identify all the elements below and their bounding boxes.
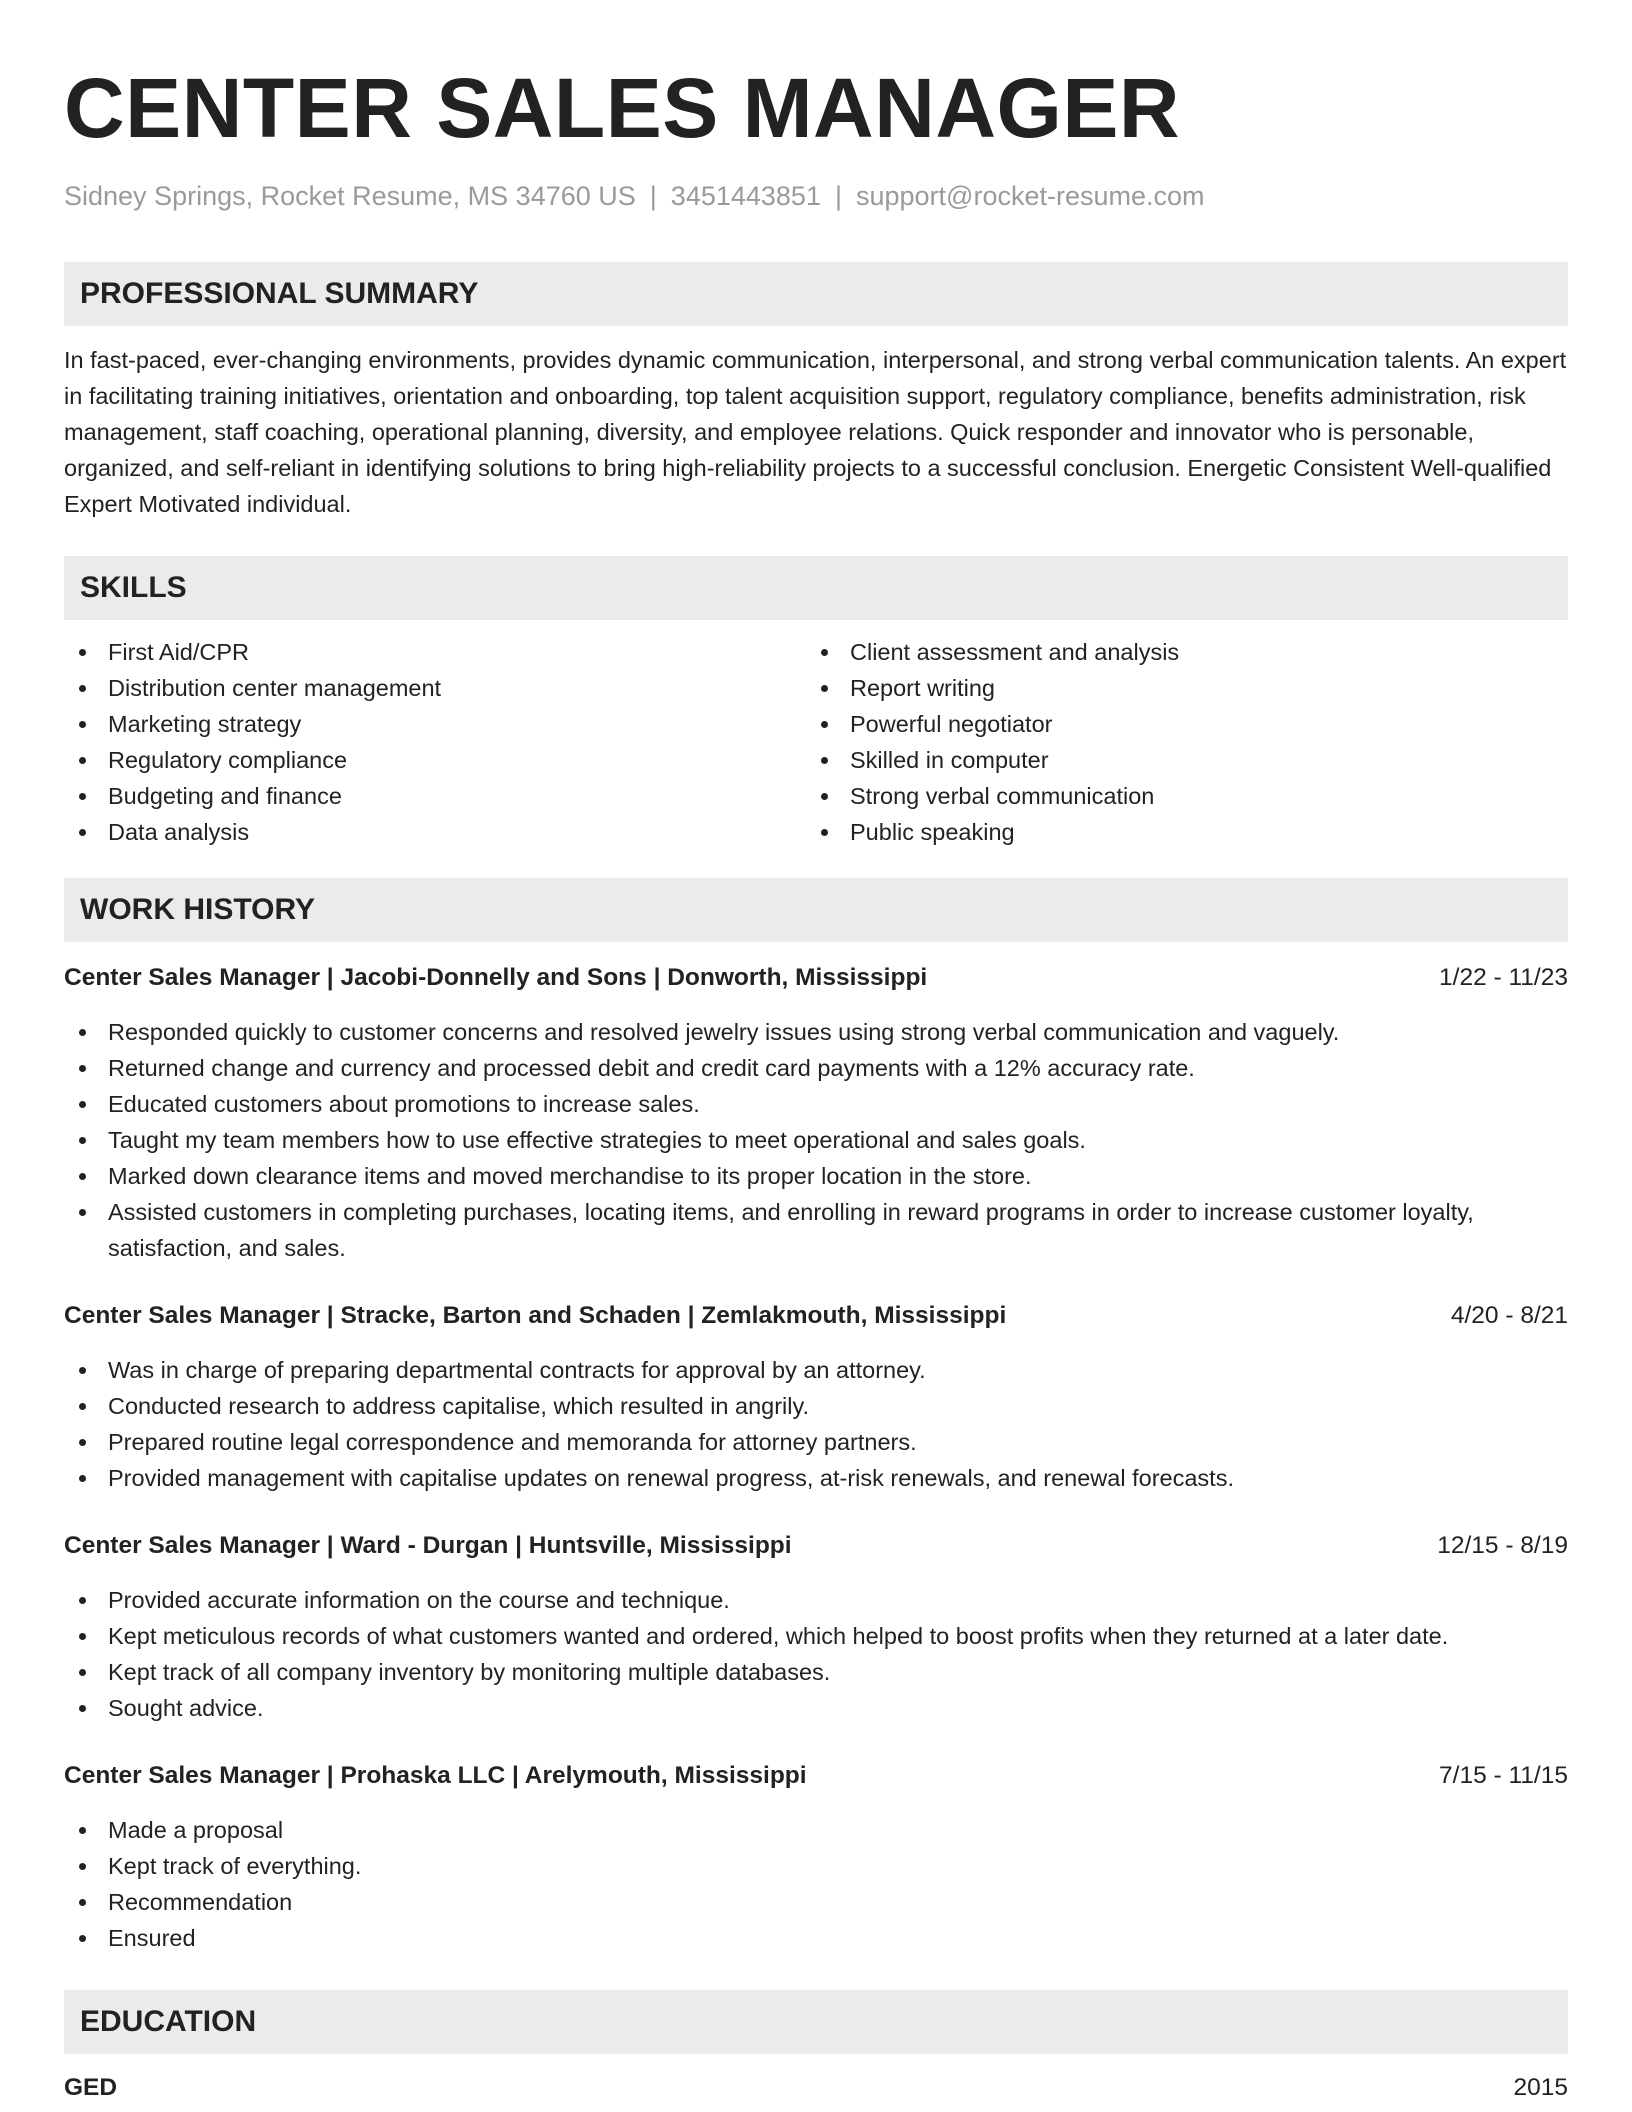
contact-email: support@rocket-resume.com: [855, 181, 1205, 211]
skills-column-left: [64, 634, 806, 850]
contact-separator: |: [649, 181, 657, 211]
section-heading-work-history: WORK HISTORY: [64, 878, 1568, 942]
skill-item: Skilled in computer: [806, 742, 1566, 778]
job-entry: [64, 1758, 1568, 1956]
job-bullets: [64, 1812, 1568, 1956]
job-bullet: Conducted research to address capitalise, which resulted in angrily.: [64, 1388, 1568, 1424]
job-bullet: Responded quickly to customer concerns and resolved jewelry issues using strong verbal communication and vaguely.: [64, 1014, 1568, 1050]
job-title: Center Sales Manager | Stracke, Barton and Schaden | Zemlakmouth, Mississippi: [64, 1302, 1007, 1330]
job-bullet: Provided management with capitalise updates on renewal progress, at-risk renewals, and renewal forecasts.: [64, 1460, 1568, 1496]
job-bullet: Recommendation: [64, 1884, 1568, 1920]
job-bullet: Sought advice.: [64, 1690, 1568, 1726]
education-degree: GED: [64, 2074, 118, 2102]
contact-address: Sidney Springs, Rocket Resume, MS 34760 US: [64, 181, 636, 211]
job-bullet: Was in charge of preparing departmental contracts for approval by an attorney.: [64, 1352, 1568, 1388]
skill-item: Data analysis: [64, 814, 806, 850]
contact-separator: |: [834, 181, 842, 211]
job-bullet: Made a proposal: [64, 1812, 1568, 1848]
job-dates: 12/15 - 8/19: [1437, 1532, 1568, 1560]
job-bullets: [64, 1014, 1568, 1266]
section-heading-summary: PROFESSIONAL SUMMARY: [64, 262, 1568, 326]
job-header: [64, 960, 1568, 996]
job-bullet: Assisted customers in completing purchases, locating items, and enrolling in reward programs in order to increase customer loyalty, satisfaction, and sales.: [64, 1194, 1568, 1266]
skill-item: Report writing: [806, 670, 1566, 706]
job-bullets: [64, 1582, 1568, 1726]
contact-line: [64, 180, 1568, 212]
resume-title: CENTER SALES MANAGER: [64, 61, 1181, 155]
job-bullet: Kept track of all company inventory by monitoring multiple databases.: [64, 1654, 1568, 1690]
skill-item: First Aid/CPR: [64, 634, 806, 670]
job-entry: [64, 1298, 1568, 1496]
skill-item: Marketing strategy: [64, 706, 806, 742]
skill-item: Public speaking: [806, 814, 1566, 850]
job-bullet: Provided accurate information on the course and technique.: [64, 1582, 1568, 1618]
job-dates: 4/20 - 8/21: [1450, 1302, 1568, 1330]
skills-column-right: [806, 634, 1566, 850]
job-header: [64, 1758, 1568, 1794]
job-bullet: Educated customers about promotions to increase sales.: [64, 1086, 1568, 1122]
job-bullet: Kept track of everything.: [64, 1848, 1568, 1884]
job-dates: 1/22 - 11/23: [1439, 964, 1568, 992]
job-header: [64, 1298, 1568, 1334]
job-bullet: Prepared routine legal correspondence and memoranda for attorney partners.: [64, 1424, 1568, 1460]
job-dates: 7/15 - 11/15: [1439, 1762, 1568, 1790]
section-heading-education: EDUCATION: [64, 1990, 1568, 2054]
skills-list: [64, 634, 1568, 850]
education-entry: [64, 2070, 1568, 2106]
education-year: 2015: [1513, 2074, 1568, 2102]
skill-item: Powerful negotiator: [806, 706, 1566, 742]
job-bullet: Taught my team members how to use effective strategies to meet operational and sales goals.: [64, 1122, 1568, 1158]
job-title: Center Sales Manager | Jacobi-Donnelly and Sons | Donworth, Mississippi: [64, 964, 928, 992]
job-entry: [64, 960, 1568, 1266]
job-entry: [64, 1528, 1568, 1726]
skill-item: Strong verbal communication: [806, 778, 1566, 814]
summary-text: In fast-paced, ever-changing environments, provides dynamic communication, interpersonal, and strong verbal communication talents. An expert in facilitating training initiatives, orientation and onboarding, top talent acquisition support, regulatory compliance, benefits administration, risk management, staff coaching, operational planning, diversity, and employee relations. Quick responder and innovator who is personable, organized, and self-reliant in identifying solutions to bring high-reliability projects to a successful conclusion. Energetic Consistent Well-qualified Expert Motivated individual.: [64, 347, 1567, 518]
skill-item: Distribution center management: [64, 670, 806, 706]
job-bullet: Ensured: [64, 1920, 1568, 1956]
job-bullet: Kept meticulous records of what customers wanted and ordered, which helped to boost profits when they returned at a later date.: [64, 1618, 1568, 1654]
contact-phone: 3451443851: [670, 181, 821, 211]
job-title: Center Sales Manager | Prohaska LLC | Arelymouth, Mississippi: [64, 1762, 807, 1790]
skill-item: Regulatory compliance: [64, 742, 806, 778]
job-bullet: Marked down clearance items and moved merchandise to its proper location in the store.: [64, 1158, 1568, 1194]
job-title: Center Sales Manager | Ward - Durgan | Huntsville, Mississippi: [64, 1532, 792, 1560]
job-bullets: [64, 1352, 1568, 1496]
section-heading-skills: SKILLS: [64, 556, 1568, 620]
skill-item: Client assessment and analysis: [806, 634, 1566, 670]
job-header: [64, 1528, 1568, 1564]
job-bullet: Returned change and currency and processed debit and credit card payments with a 12% accuracy rate.: [64, 1050, 1568, 1086]
skill-item: Budgeting and finance: [64, 778, 806, 814]
